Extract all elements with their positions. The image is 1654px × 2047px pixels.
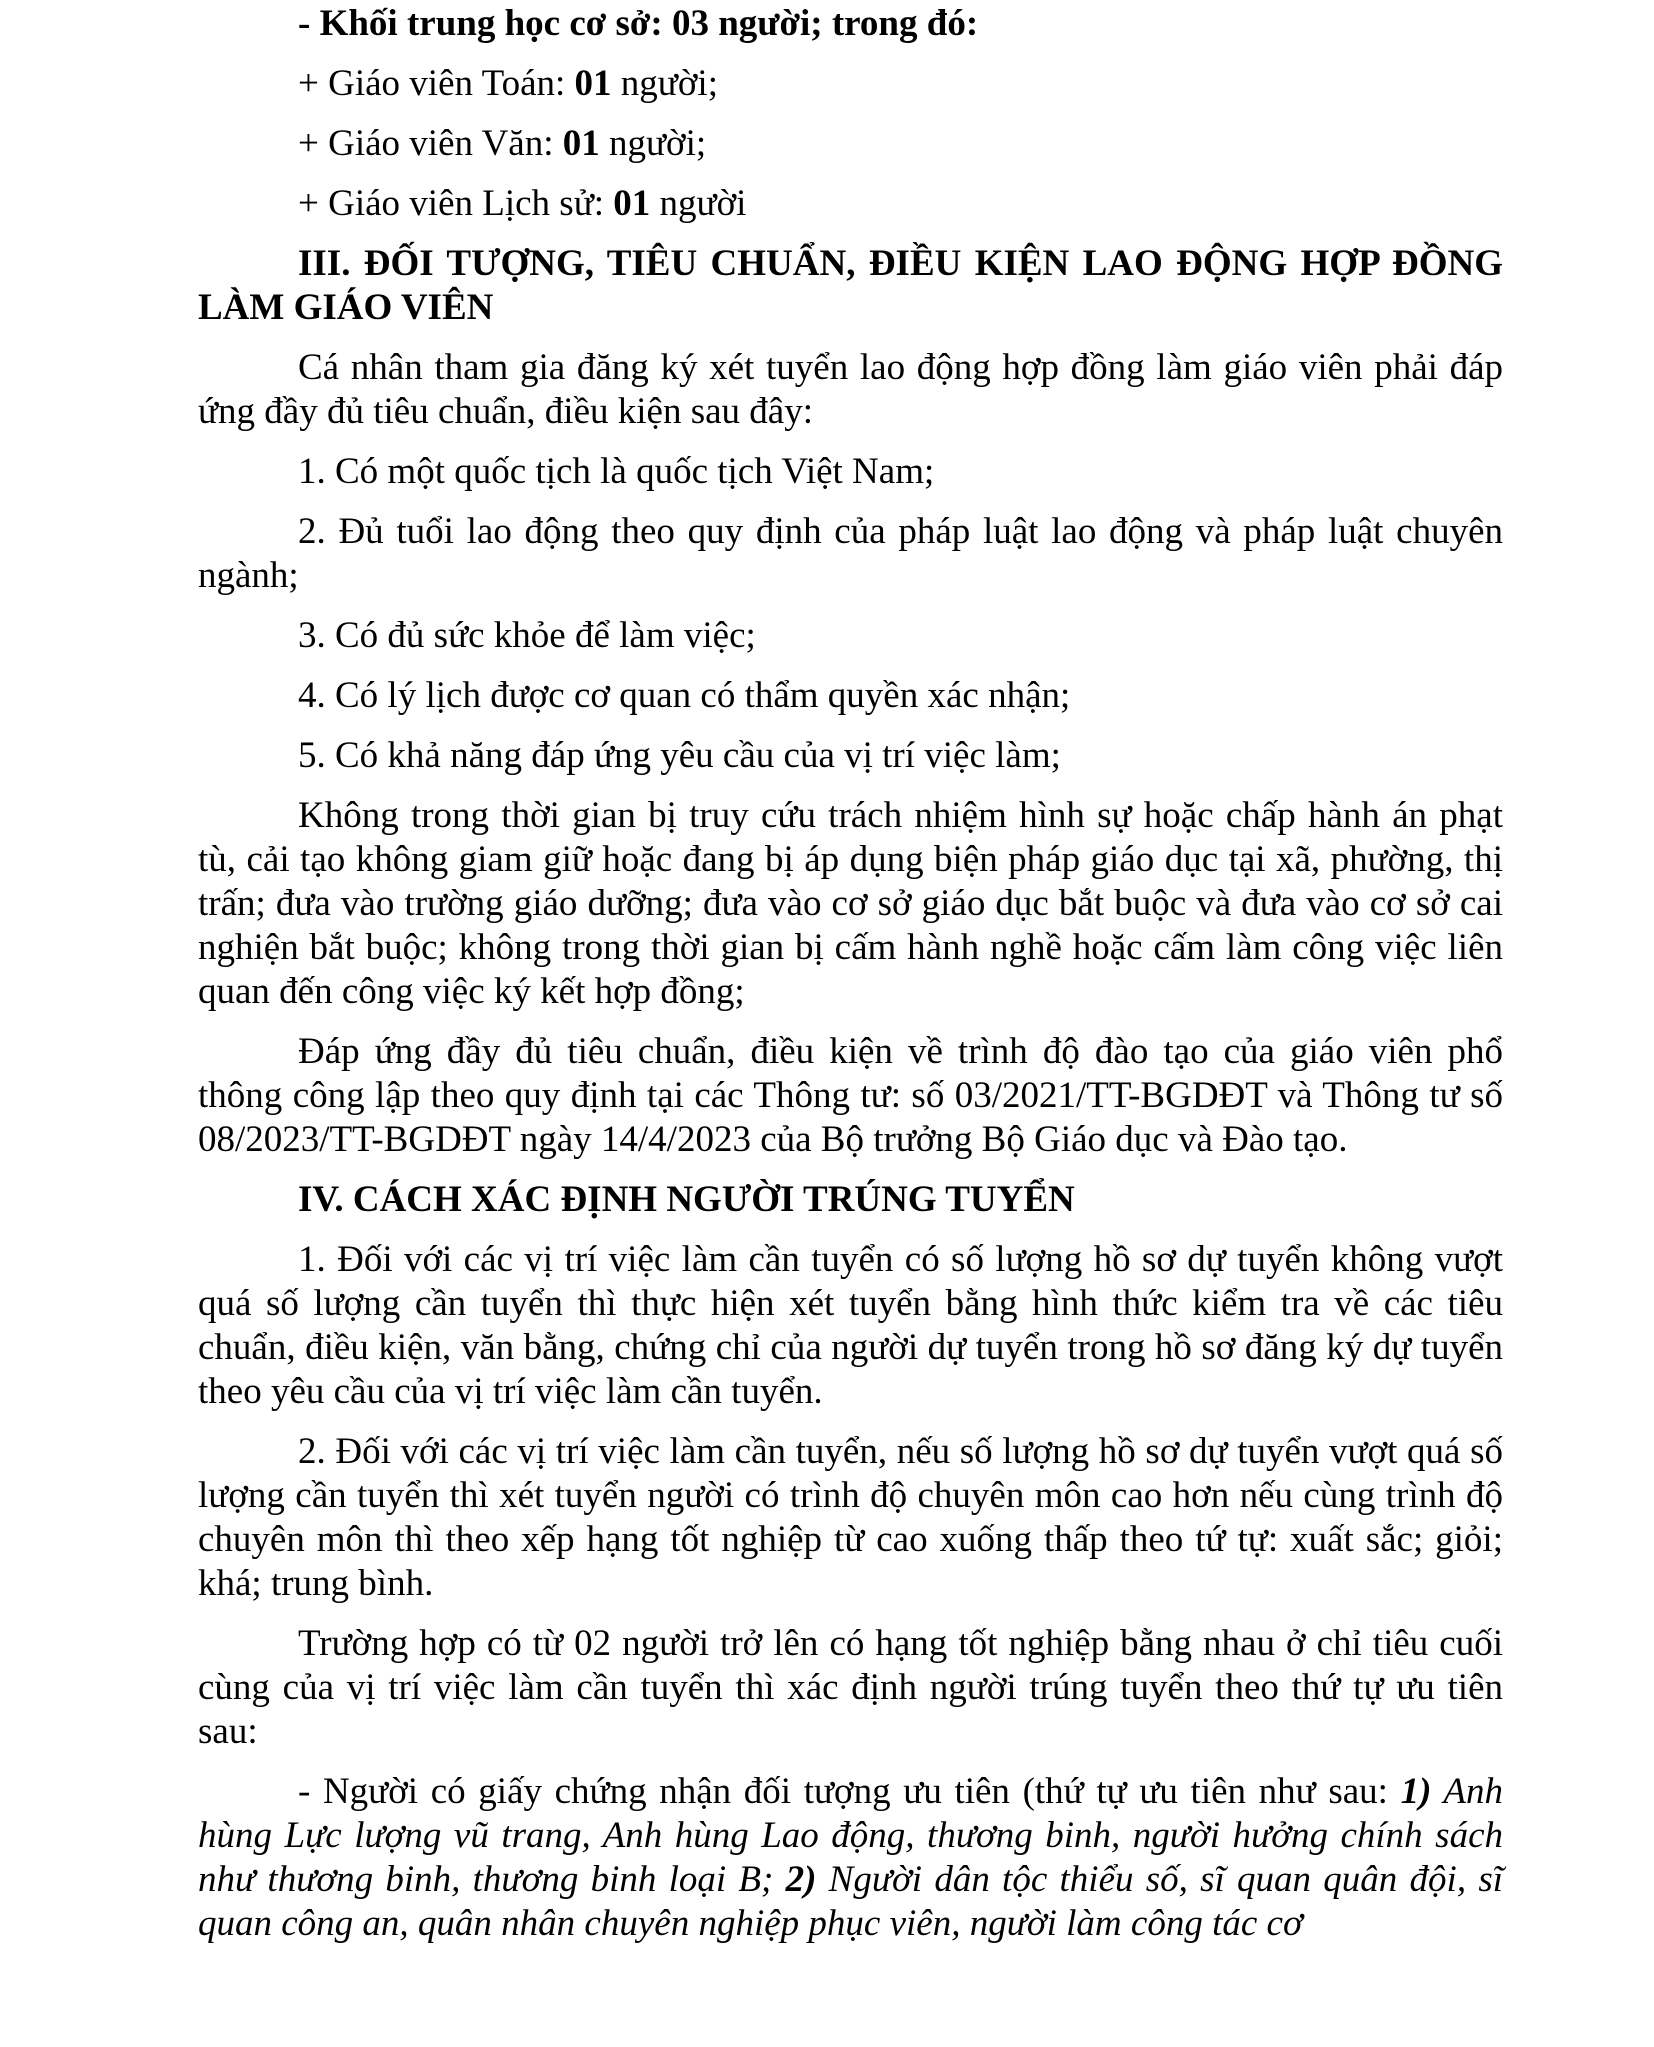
condition-4: 4. Có lý lịch được cơ quan có thẩm quyền xác nhận; xyxy=(298,675,1071,716)
khoi-thcs-label: - Khối trung học cơ sở: 03 người; trong đó: xyxy=(298,3,979,44)
lichsu-line xyxy=(198,182,1503,226)
toan-unit: người; xyxy=(611,63,718,104)
paragraph-dap-ung: Đáp ứng đầy đủ tiêu chuẩn, điều kiện về trình độ đào tạo của giáo viên phổ thông công lập theo quy định tại các Thông tư: số 03/2021/TT-BGDĐT và Thông tư số 08/2023/TT-BGDĐT ngày 14/4/2023 của Bộ trưởng Bộ Giáo dục và Đào tạo. xyxy=(198,1031,1503,1160)
lichsu-count: 01 xyxy=(613,183,651,224)
toan-line xyxy=(198,62,1503,106)
van-line xyxy=(198,122,1503,166)
van-count: 01 xyxy=(562,123,600,164)
paragraph-khong: Không trong thời gian bị truy cứu trách nhiệm hình sự hoặc chấp hành án phạt tù, cải tạo không giam giữ hoặc đang bị áp dụng biện pháp giáo dục tại xã, phường, thị trấn; đưa vào trường giáo dưỡng; đưa vào cơ sở giáo dục bắt buộc và đưa vào cơ sở cai nghiện bắt buộc; không trong thời gian bị cấm hành nghề hoặc cấm làm công việc liên quan đến công việc ký kết hợp đồng; xyxy=(198,795,1503,1012)
section4-para2: 2. Đối với các vị trí việc làm cần tuyển, nếu số lượng hồ sơ dự tuyển vượt quá số lượng cần tuyển thì xét tuyển người có trình độ chuyên môn cao hơn nếu cùng trình độ chuyên môn thì theo xếp hạng tốt nghiệp từ cao xuống thấp theo tứ tự: xuất sắc; giỏi; khá; trung bình. xyxy=(198,1431,1503,1604)
condition-2: 2. Đủ tuổi lao động theo quy định của pháp luật lao động và pháp luật chuyên ngành; xyxy=(198,511,1503,596)
section4-para1: 1. Đối với các vị trí việc làm cần tuyển có số lượng hồ sơ dự tuyển không vượt quá số lượng cần tuyển thì thực hiện xét tuyển bằng hình thức kiểm tra về các tiêu chuẩn, điều kiện, văn bằng, chứng chỉ của người dự tuyển trong hồ sơ đăng ký dự tuyển theo yêu cầu của vị trí việc làm cần tuyển. xyxy=(198,1239,1503,1412)
lichsu-unit: người xyxy=(650,183,747,224)
section3-intro: Cá nhân tham gia đăng ký xét tuyển lao động hợp đồng làm giáo viên phải đáp ứng đầy đủ tiêu chuẩn, điều kiện sau đây: xyxy=(198,347,1503,432)
priority-group-2: Người dân tộc thiểu số, sĩ quan quân đội, sĩ quan công an, quân nhân chuyên nghiệp phục viên, người làm công tác cơ xyxy=(198,1859,1503,1944)
section4-heading: IV. CÁCH XÁC ĐỊNH NGƯỜI TRÚNG TUYỂN xyxy=(298,1179,1075,1220)
khoi-thcs-line xyxy=(198,2,1503,46)
condition-1: 1. Có một quốc tịch là quốc tịch Việt Nam; xyxy=(298,451,935,492)
document-page xyxy=(198,0,1503,1946)
section4-para3: Trường hợp có từ 02 người trở lên có hạng tốt nghiệp bằng nhau ở chỉ tiêu cuối cùng của vị trí việc làm cần tuyển thì xác định người trúng tuyển theo thứ tự ưu tiên sau: xyxy=(198,1623,1503,1752)
condition-3: 3. Có đủ sức khỏe để làm việc; xyxy=(298,615,756,656)
lichsu-label: + Giáo viên Lịch sử: xyxy=(298,183,614,224)
condition-5: 5. Có khả năng đáp ứng yêu cầu của vị trí việc làm; xyxy=(298,735,1061,776)
toan-count: 01 xyxy=(574,63,612,104)
priority-intro: - Người có giấy chứng nhận đối tượng ưu tiên (thứ tự ưu tiên như sau: xyxy=(298,1771,1401,1812)
van-label: + Giáo viên Văn: xyxy=(298,123,563,164)
section3-heading: III. ĐỐI TƯỢNG, TIÊU CHUẨN, ĐIỀU KIỆN LAO ĐỘNG HỢP ĐỒNG LÀM GIÁO VIÊN xyxy=(198,243,1503,328)
priority-number-2: 2) xyxy=(785,1859,817,1900)
priority-group-1: Anh hùng Lực lượng vũ trang, Anh hùng Lao động, thương binh, người hưởng chính sách như thương binh, thương binh loại B; xyxy=(198,1771,1503,1900)
priority-number-1: 1) xyxy=(1400,1771,1432,1812)
priority-paragraph xyxy=(198,1770,1503,1946)
van-unit: người; xyxy=(599,123,707,164)
toan-label: + Giáo viên Toán: xyxy=(298,63,575,104)
